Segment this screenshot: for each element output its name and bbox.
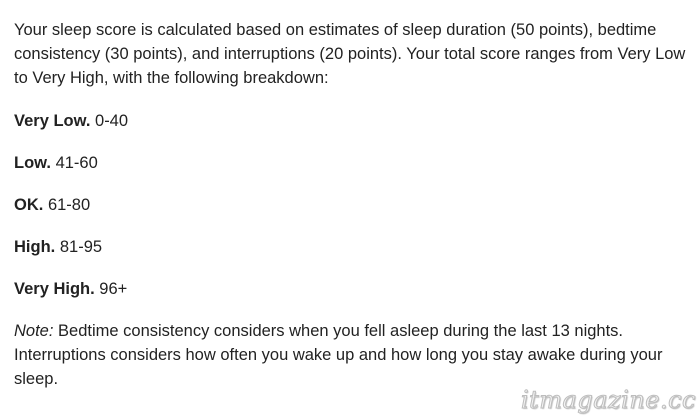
range-value: 96+ — [99, 280, 128, 298]
watermark: itmagazine.cc — [520, 386, 696, 414]
note-paragraph — [14, 319, 694, 391]
range-low — [14, 151, 694, 175]
range-label: High. — [14, 238, 56, 256]
article-body — [14, 18, 694, 391]
intro-paragraph: Your sleep score is calculated based on estimates of sleep duration (50 points), bedtime consistency (30 points), and interruptions (20 points). Your total score ranges from Very Low to Very High, with the following breakdown: — [14, 21, 686, 87]
range-label: Very Low. — [14, 112, 91, 130]
range-very-high — [14, 277, 694, 301]
range-very-low — [14, 109, 694, 133]
range-label: Low. — [14, 154, 51, 172]
range-label: Very High. — [14, 280, 95, 298]
range-value: 81-95 — [59, 238, 103, 256]
note-text: Bedtime consistency considers when you fell asleep during the last 13 nights. Interruptions considers how often you wake up and how long you stay awake during your sleep. — [14, 322, 663, 388]
range-value: 0-40 — [95, 112, 129, 130]
range-value: 41-60 — [55, 154, 98, 172]
range-high — [14, 235, 694, 259]
note-label: Note: — [14, 322, 54, 340]
range-label: OK. — [14, 196, 44, 214]
range-value: 61-80 — [47, 196, 91, 214]
range-ok — [14, 193, 694, 217]
